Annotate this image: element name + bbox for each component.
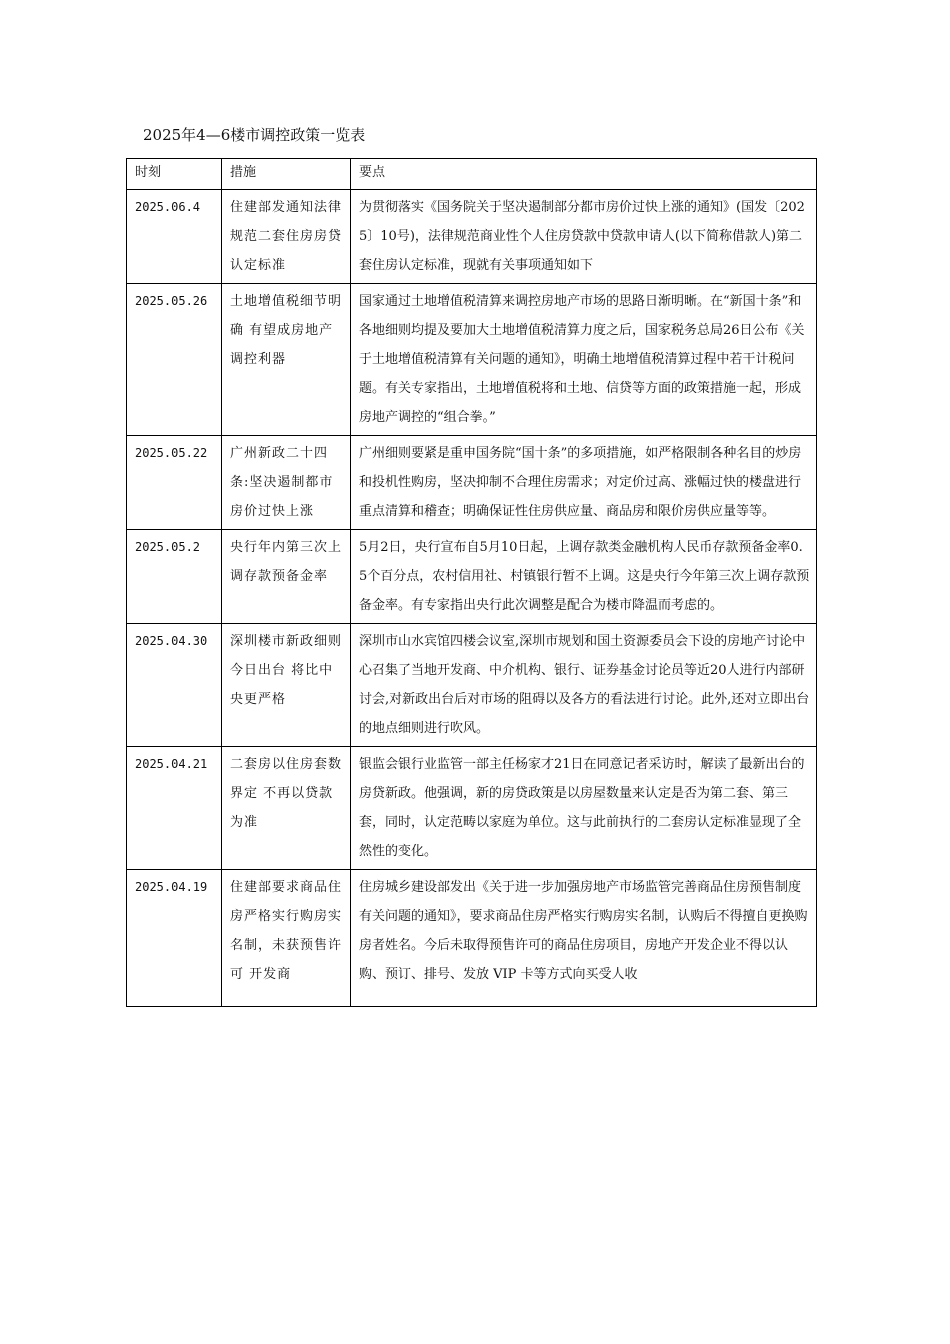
row-date: 2025.06.4 (127, 190, 222, 284)
row-points: 银监会银行业监管一部主任杨家才21日在同意记者采访时，解读了最新出台的房贷新政。他强调，新的房贷政策是以房屋数量来认定是否为第二套、第三套，同时，认定范畴以家庭为单位。这与此前执行的二套房认定标准显现了全然性的变化。 (351, 747, 817, 870)
header-measure: 措施 (222, 159, 351, 190)
row-measure: 广州新政二十四条:坚决遏制都市房价过快上涨 (222, 436, 351, 530)
row-date: 2025.05.2 (127, 530, 222, 624)
table-row (127, 436, 817, 530)
row-points: 5月2日，央行宣布自5月10日起，上调存款类金融机构人民币存款预备金率0.5个百分点，农村信用社、村镇银行暂不上调。这是央行今年第三次上调存款预备金率。有专家指出央行此次调整是配合为楼市降温而考虑的。 (351, 530, 817, 624)
row-points: 广州细则要紧是重申国务院“国十条”的多项措施，如严格限制各种名目的炒房和投机性购房，坚决抑制不合理住房需求；对定价过高、涨幅过快的楼盘进行重点清算和稽查；明确保证性住房供应量、商品房和限价房供应量等等。 (351, 436, 817, 530)
header-date: 时刻 (127, 159, 222, 190)
table-row (127, 747, 817, 870)
row-date: 2025.04.30 (127, 624, 222, 747)
row-measure: 二套房以住房套数界定 不再以贷款为准 (222, 747, 351, 870)
row-points: 深圳市山水宾馆四楼会议室,深圳市规划和国土资源委员会下设的房地产讨论中心召集了当地开发商、中介机构、银行、证券基金讨论员等近20人进行内部研讨会,对新政出台后对市场的阻碍以及各方的看法进行讨论。此外,还对立即出台的地点细则进行吹风。 (351, 624, 817, 747)
table-row (127, 624, 817, 747)
row-measure: 深圳楼市新政细则今日出台 将比中央更严格 (222, 624, 351, 747)
row-points: 国家通过土地增值税清算来调控房地产市场的思路日渐明晰。在“新国十条”和各地细则均提及要加大土地增值税清算力度之后，国家税务总局26日公布《关于土地增值税清算有关问题的通知》，明确土地增值税清算过程中若干计税问题。有关专家指出，土地增值税将和土地、信贷等方面的政策措施一起，形成房地产调控的“组合拳。” (351, 284, 817, 436)
table-header-row (127, 159, 817, 190)
row-measure: 央行年内第三次上调存款预备金率 (222, 530, 351, 624)
table-row (127, 530, 817, 624)
policy-table (126, 158, 817, 1007)
row-date: 2025.05.22 (127, 436, 222, 530)
row-points: 为贯彻落实《国务院关于坚决遏制部分都市房价过快上涨的通知》(国发〔2025〕10号)，法律规范商业性个人住房贷款中贷款申请人(以下简称借款人)第二套住房认定标准，现就有关事项通知如下 (351, 190, 817, 284)
header-points: 要点 (351, 159, 817, 190)
row-measure: 土地增值税细节明确 有望成房地产调控利器 (222, 284, 351, 436)
table-row (127, 870, 817, 1007)
row-points: 住房城乡建设部发出《关于进一步加强房地产市场监管完善商品住房预售制度有关问题的通知》，要求商品住房严格实行购房实名制，认购后不得擅自更换购房者姓名。今后未取得预售许可的商品住房项目，房地产开发企业不得以认购、预订、排号、发放 VIP 卡等方式向买受人收 (351, 870, 817, 1007)
row-date: 2025.05.26 (127, 284, 222, 436)
table-row (127, 284, 817, 436)
page-title: 2025年4—6楼市调控政策一览表 (143, 126, 366, 144)
row-date: 2025.04.21 (127, 747, 222, 870)
row-date: 2025.04.19 (127, 870, 222, 1007)
table-row (127, 190, 817, 284)
row-measure: 住建部要求商品住房严格实行购房实名制，未获预售许可 开发商 (222, 870, 351, 1007)
row-measure: 住建部发通知法律规范二套住房房贷认定标准 (222, 190, 351, 284)
